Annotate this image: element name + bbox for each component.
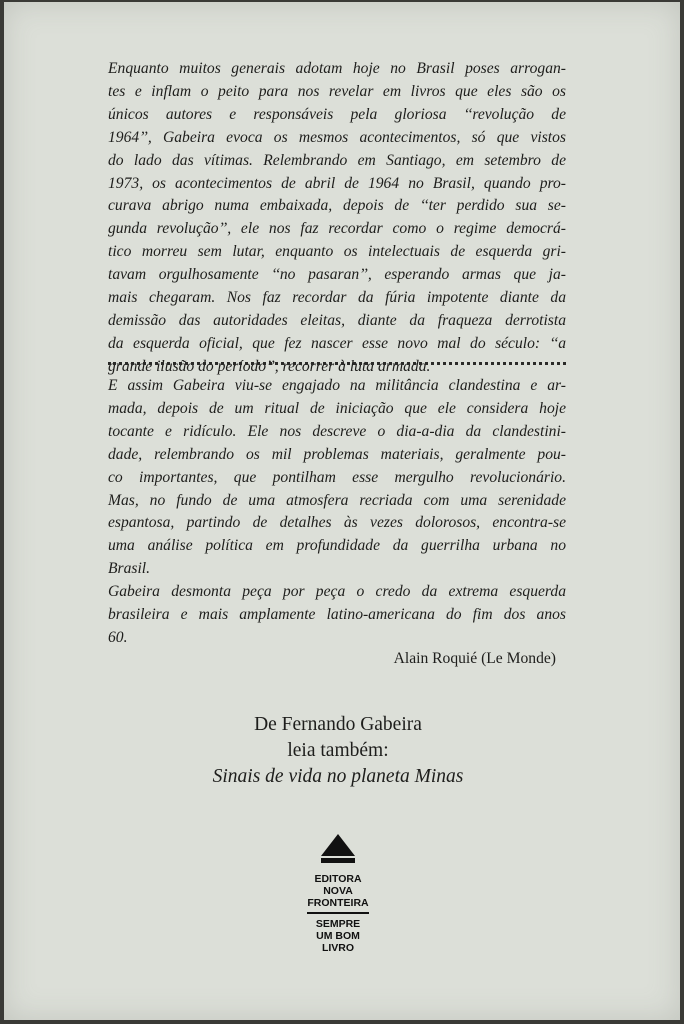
publisher-name-line: NOVA bbox=[323, 885, 353, 897]
dotted-divider bbox=[108, 362, 566, 365]
also-by-author bbox=[4, 712, 672, 790]
text-line: tico morreu sem lutar, enquanto os intelectuais de esquerda gri- bbox=[108, 243, 566, 261]
text-line: 1964’’, Gabeira evoca os mesmos acontecimentos, só que vistos bbox=[108, 128, 566, 146]
book-back-cover bbox=[4, 2, 680, 1020]
blurb-paragraph-1 bbox=[108, 58, 566, 379]
also-by-line-2: leia também: bbox=[287, 740, 389, 761]
text-line: grande ilusão do período’’, recorrer à luta armada. bbox=[108, 357, 431, 375]
text-line: dade, relembrando os mil problemas materiais, geralmente pou- bbox=[108, 445, 566, 463]
text-line: tocante e ridículo. Ele nos descreve o dia-a-dia da clandestini- bbox=[108, 422, 566, 440]
text-line: mais chegaram. Nos faz recordar da fúria impotente diante da bbox=[108, 289, 566, 307]
text-line: espantosa, partindo de detalhes às vezes dolorosos, encontra-se bbox=[108, 514, 566, 532]
text-line: mada, depois de um ritual de iniciação que ele considera hoje bbox=[108, 399, 566, 417]
logo-base-bar bbox=[321, 858, 355, 863]
text-line: gunda revolução’’, ele nos faz recordar como o regime democrá- bbox=[108, 220, 566, 238]
text-line: Mas, no fundo de uma atmosfera recriada com uma serenidade bbox=[108, 491, 566, 509]
text-line: únicos autores e responsáveis pela gloriosa ‘‘revolução de bbox=[108, 105, 566, 123]
text-line: 60. bbox=[108, 628, 128, 646]
text-line: Gabeira desmonta peça por peça o credo da extrema esquerda bbox=[108, 583, 566, 601]
text-line: tavam orgulhosamente ‘‘no pasaran’’, esperando armas que ja- bbox=[108, 266, 566, 284]
text-line: curava abrigo numa embaixada, depois de ‘‘ter perdido sua se- bbox=[108, 197, 566, 215]
also-by-line-1: De Fernando Gabeira bbox=[254, 714, 422, 735]
review-attribution: Alain Roquié (Le Monde) bbox=[393, 650, 556, 667]
text-line: do lado das vítimas. Relembrando em Santiago, em setembro de bbox=[108, 151, 566, 169]
text-line: uma análise política em profundidade da guerrilha urbana no bbox=[108, 537, 566, 555]
publisher-logo bbox=[302, 834, 374, 954]
blurb-paragraph-2 bbox=[108, 375, 566, 650]
logo-divider bbox=[307, 912, 369, 914]
text-line: co importantes, que pontilham esse mergulho revolucionário. bbox=[108, 468, 566, 486]
text-line: demissão das autoridades eleitas, diante da fraqueza derrotista bbox=[108, 311, 566, 329]
publisher-name-line: EDITORA bbox=[314, 873, 362, 885]
also-by-title: Sinais de vida no planeta Minas bbox=[212, 766, 464, 787]
text-line: 1973, os acontecimentos de abril de 1964 no Brasil, quando pro- bbox=[108, 174, 566, 192]
publisher-slogan-line: UM BOM bbox=[316, 929, 360, 942]
text-line: tes e inflam o peito para nos revelar em livros que eles são os bbox=[108, 82, 566, 100]
text-line: Enquanto muitos generais adotam hoje no Brasil poses arrogan- bbox=[108, 60, 566, 77]
publisher-name-line: FRONTEIRA bbox=[307, 897, 369, 909]
text-line: E assim Gabeira viu-se engajado na militância clandestina e ar- bbox=[108, 377, 566, 394]
publisher-slogan-line: LIVRO bbox=[321, 941, 355, 954]
triangle-logo-icon bbox=[321, 834, 355, 856]
text-line: brasileira e mais amplamente latino-americana do fim dos anos bbox=[108, 606, 566, 624]
text-line: Brasil. bbox=[108, 560, 151, 578]
publisher-slogan-line: SEMPRE bbox=[315, 917, 361, 930]
text-line: da esquerda oficial, que fez nascer esse novo mal do século: ‘‘a bbox=[108, 334, 566, 352]
